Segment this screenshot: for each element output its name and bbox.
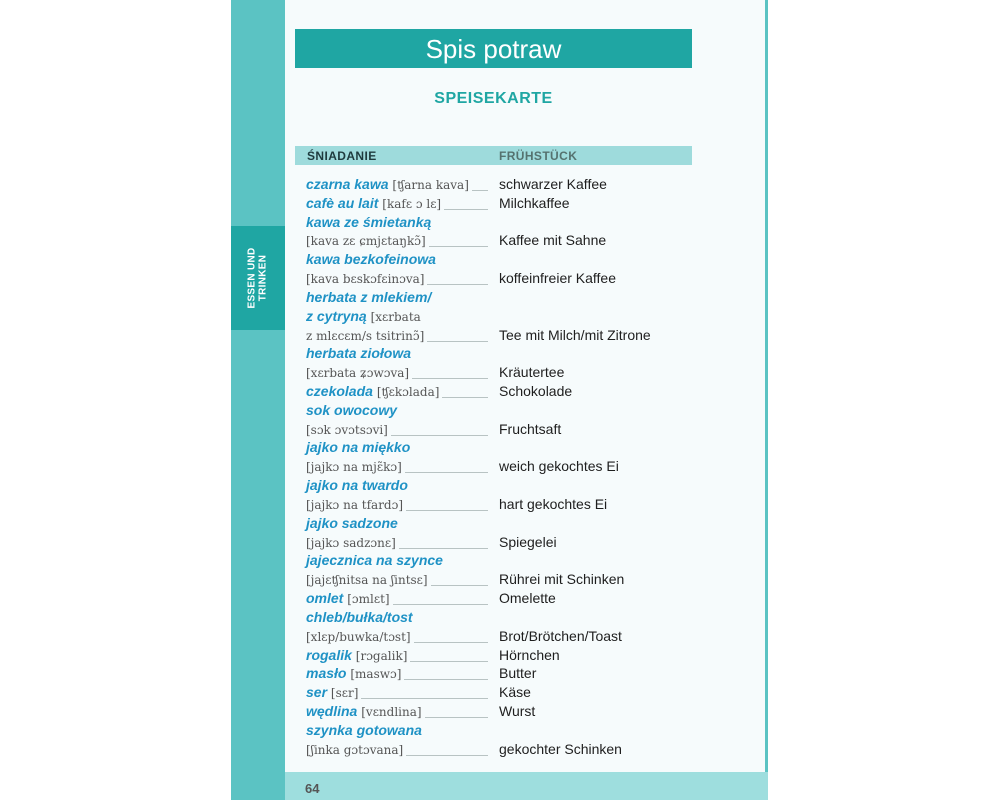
phonetic-transcription: [ʃinka gɔtɔvana] bbox=[306, 743, 404, 757]
german-translation: Brot/Brötchen/Toast bbox=[499, 628, 622, 644]
entry-polish bbox=[306, 194, 441, 213]
german-translation: Hörnchen bbox=[499, 647, 560, 663]
polish-term: czarna kawa bbox=[306, 176, 389, 192]
phonetic-transcription: [xɛrbata bbox=[370, 310, 421, 324]
entry-polish bbox=[306, 288, 431, 307]
polish-term: jajecznica na szynce bbox=[306, 552, 443, 568]
german-translation: Tee mit Milch/mit Zitrone bbox=[499, 327, 651, 343]
polish-term: rogalik bbox=[306, 647, 352, 663]
leader-line bbox=[405, 472, 488, 473]
phonetic-transcription: [ʧarna kava] bbox=[392, 178, 469, 192]
german-translation: Spiegelei bbox=[499, 534, 557, 550]
german-translation: schwarzer Kaffee bbox=[499, 176, 607, 192]
phonetic-transcription: [xlɛp/buwka/tɔst] bbox=[306, 630, 411, 644]
section-tab-line2: TRINKEN bbox=[258, 254, 270, 302]
leader-line bbox=[361, 698, 488, 699]
entry-polish bbox=[306, 363, 409, 382]
polish-term: herbata ziołowa bbox=[306, 345, 412, 361]
leader-line bbox=[442, 397, 488, 398]
entry-polish bbox=[306, 457, 402, 476]
polish-term: z cytryną bbox=[306, 308, 367, 324]
polish-term: wędlina bbox=[306, 703, 358, 719]
polish-term: cafè au lait bbox=[306, 195, 379, 211]
entry-polish bbox=[306, 514, 398, 533]
column-header-german: FRÜHSTÜCK bbox=[499, 149, 578, 163]
polish-term: szynka gotowana bbox=[306, 722, 422, 738]
entry-polish bbox=[306, 269, 424, 288]
leader-line bbox=[406, 755, 488, 756]
leader-line bbox=[393, 604, 488, 605]
german-translation: Schokolade bbox=[499, 383, 573, 399]
entry-polish bbox=[306, 326, 424, 345]
german-translation: Milchkaffee bbox=[499, 195, 570, 211]
entry-polish bbox=[306, 627, 411, 646]
german-translation: gekochter Schinken bbox=[499, 741, 622, 757]
polish-term: czekolada bbox=[306, 383, 373, 399]
entry-polish bbox=[306, 589, 390, 608]
polish-term: kawa ze śmietanką bbox=[306, 214, 432, 230]
entry-polish bbox=[306, 721, 422, 740]
entry-polish bbox=[306, 382, 439, 401]
column-header bbox=[295, 146, 692, 165]
polish-term: jajko na twardo bbox=[306, 477, 408, 493]
leader-line bbox=[399, 548, 488, 549]
entry-polish bbox=[306, 551, 443, 570]
leader-line bbox=[431, 585, 488, 586]
entry-polish bbox=[306, 740, 403, 759]
entry-polish bbox=[306, 175, 469, 194]
phonetic-transcription: z mlɛcɛm/s tsitrinɔ̃] bbox=[306, 329, 425, 343]
section-tab[interactable] bbox=[231, 226, 285, 330]
page-subtitle: SPEISEKARTE bbox=[434, 90, 553, 107]
column-header-polish: ŚNIADANIE bbox=[307, 149, 377, 163]
entry-polish bbox=[306, 231, 426, 250]
phonetic-transcription: [kava zɛ ɕmjɛtaŋkɔ̃] bbox=[306, 234, 426, 248]
german-translation: Kräutertee bbox=[499, 364, 565, 380]
entry-polish bbox=[306, 344, 411, 363]
german-translation: weich gekochtes Ei bbox=[499, 458, 619, 474]
german-translation: Butter bbox=[499, 665, 537, 681]
phonetic-transcription: [jajɛʧnitsa na ʃintsɛ] bbox=[306, 573, 428, 587]
entry-polish bbox=[306, 646, 407, 665]
german-translation: Omelette bbox=[499, 590, 556, 606]
entry-polish bbox=[306, 438, 410, 457]
leader-line bbox=[410, 661, 488, 662]
german-translation: Rührei mit Schinken bbox=[499, 571, 625, 587]
phonetic-transcription: [rɔgalik] bbox=[355, 649, 408, 663]
polish-term: jajko sadzone bbox=[306, 515, 398, 531]
leader-line bbox=[429, 246, 488, 247]
page-number: 64 bbox=[305, 781, 320, 796]
footer-bar bbox=[285, 772, 768, 800]
page-title: Spis potraw bbox=[295, 29, 692, 68]
polish-term: omlet bbox=[306, 590, 344, 606]
entry-polish bbox=[306, 702, 422, 721]
german-translation: hart gekochtes Ei bbox=[499, 496, 608, 512]
polish-term: masło bbox=[306, 665, 347, 681]
german-translation: Fruchtsaft bbox=[499, 421, 562, 437]
polish-term: kawa bezkofeinowa bbox=[306, 251, 436, 267]
leader-line bbox=[406, 510, 488, 511]
entry-polish bbox=[306, 476, 408, 495]
leader-line bbox=[414, 642, 488, 643]
phonetic-transcription: [vɛndlina] bbox=[361, 705, 422, 719]
leader-line bbox=[391, 435, 488, 436]
entry-polish bbox=[306, 307, 421, 326]
phonetic-transcription: [ɔmlɛt] bbox=[347, 592, 390, 606]
phonetic-transcription: [jajkɔ sadzɔnɛ] bbox=[306, 536, 396, 550]
entry-polish bbox=[306, 608, 413, 627]
entry-polish bbox=[306, 570, 428, 589]
leader-line bbox=[427, 284, 488, 285]
phonetic-transcription: [sɔk ɔvɔtsɔvi] bbox=[306, 423, 388, 437]
polish-term: ser bbox=[306, 684, 328, 700]
phonetic-transcription: [ʧɛkɔlada] bbox=[376, 385, 440, 399]
leader-line bbox=[425, 717, 488, 718]
phonetic-transcription: [maswɔ] bbox=[350, 667, 402, 681]
german-translation: Wurst bbox=[499, 703, 536, 719]
entry-polish bbox=[306, 664, 401, 683]
german-translation: Käse bbox=[499, 684, 531, 700]
entry-polish bbox=[306, 533, 396, 552]
entry-polish bbox=[306, 401, 397, 420]
section-tab-line1: ESSEN UND bbox=[247, 247, 259, 309]
polish-term: herbata z mlekiem/ bbox=[306, 289, 432, 305]
entry-polish bbox=[306, 683, 358, 702]
leader-line bbox=[412, 378, 488, 379]
leader-line bbox=[472, 190, 488, 191]
entry-polish bbox=[306, 250, 436, 269]
phonetic-transcription: [jajkɔ na tfardɔ] bbox=[306, 498, 404, 512]
entry-polish bbox=[306, 420, 388, 439]
leader-line bbox=[404, 679, 488, 680]
phonetic-transcription: [kafɛ ɔ lɛ] bbox=[382, 197, 442, 211]
polish-term: jajko na miękko bbox=[306, 439, 411, 455]
polish-term: chleb/bułka/tost bbox=[306, 609, 413, 625]
phonetic-transcription: [sɛr] bbox=[330, 686, 359, 700]
german-translation: Kaffee mit Sahne bbox=[499, 232, 607, 248]
phonetic-transcription: [kava bɛskɔfɛinɔva] bbox=[306, 272, 425, 286]
phonetic-transcription: [xɛrbata ʑɔwɔva] bbox=[306, 366, 410, 380]
entry-polish bbox=[306, 213, 431, 232]
german-translation: koffeinfreier Kaffee bbox=[499, 270, 617, 286]
leader-line bbox=[444, 209, 488, 210]
phonetic-transcription: [jajkɔ na mjɛ̃kɔ] bbox=[306, 460, 402, 474]
leader-line bbox=[427, 341, 488, 342]
polish-term: sok owocowy bbox=[306, 402, 398, 418]
entry-polish bbox=[306, 495, 403, 514]
